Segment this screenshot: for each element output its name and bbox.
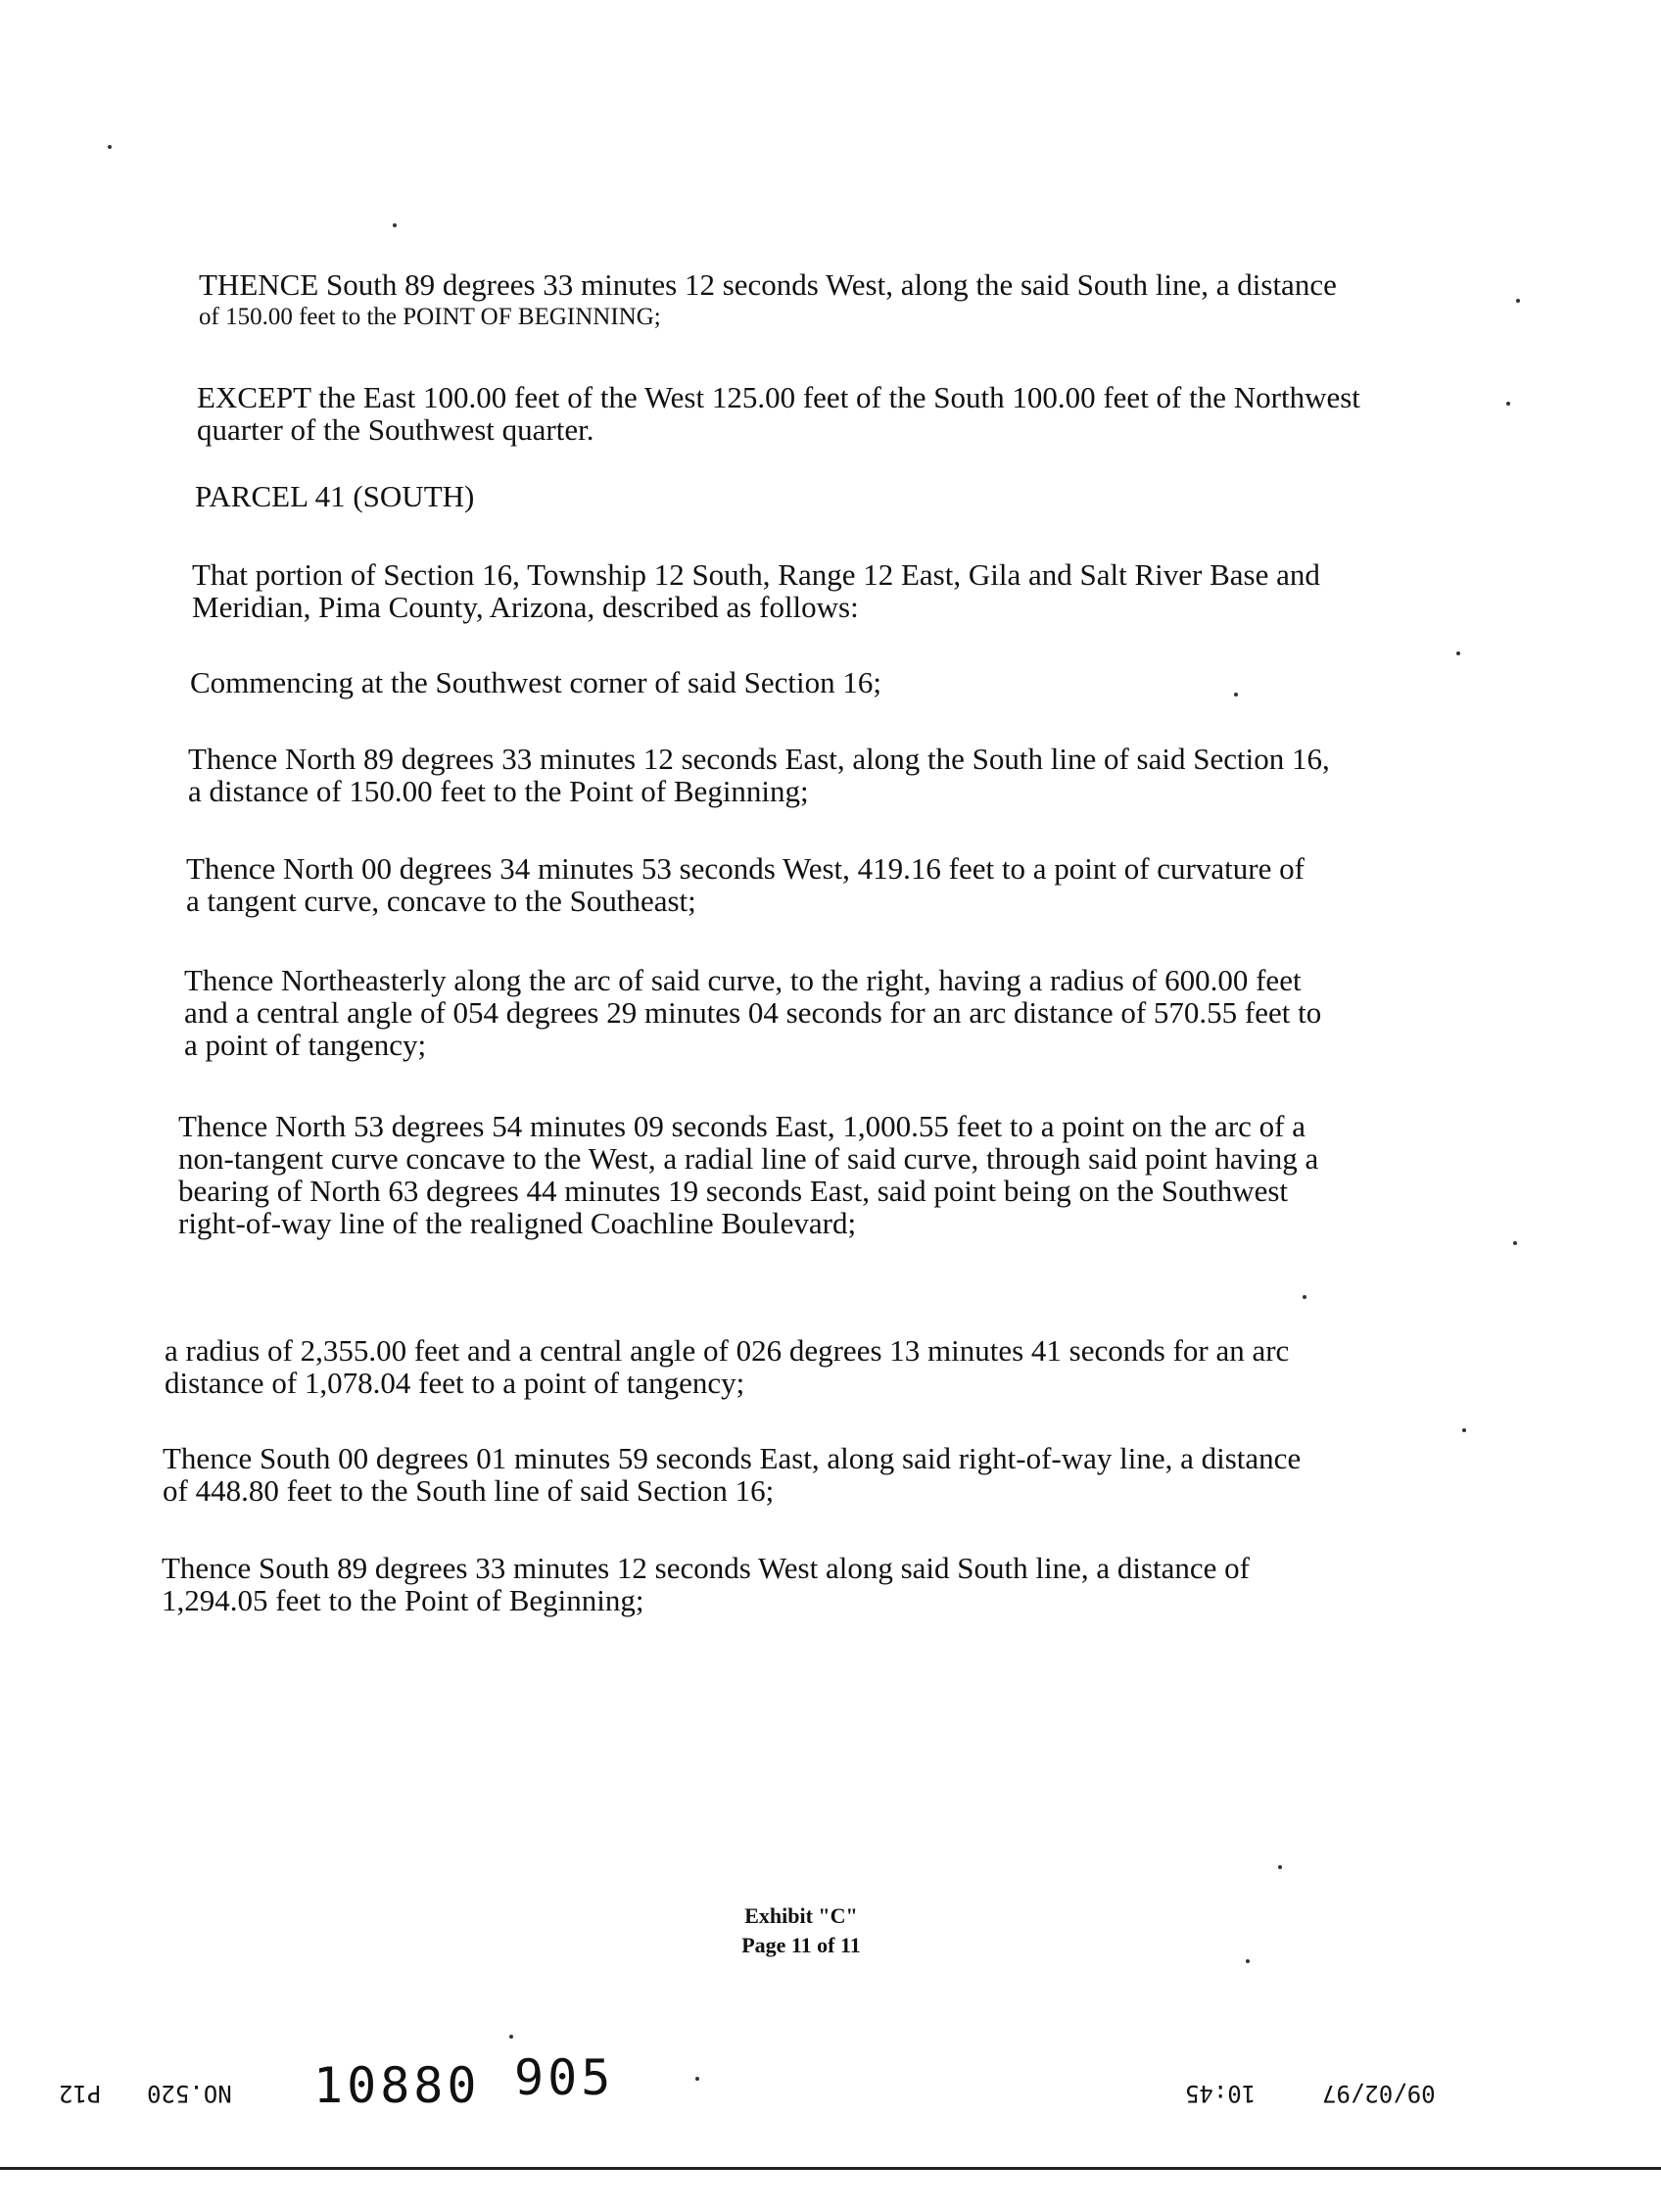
scan-speck: [1516, 299, 1520, 303]
exhibit-label: Exhibit "C": [744, 1903, 858, 1928]
scan-speck: [1278, 1865, 1282, 1869]
text-line: Meridian, Pima County, Arizona, described as follows:: [192, 590, 859, 624]
scan-speck: [1513, 1241, 1517, 1245]
paragraph-except: [197, 381, 1360, 446]
scan-speck: [108, 145, 112, 149]
paragraph-thence-north-53-east: [178, 1110, 1318, 1239]
text-line: THENCE South 89 degrees 33 minutes 12 seconds West, along the said South line, a distance: [199, 267, 1337, 302]
paragraph-that-portion: [192, 558, 1320, 623]
docket-page-number: 905: [514, 2049, 615, 2106]
paragraph-thence-north-00-west: [186, 852, 1305, 917]
text-line: bearing of North 63 degrees 44 minutes 19 seconds East, said point being on the Southwest: [178, 1174, 1289, 1208]
scan-speck: [1462, 1428, 1466, 1432]
text-line: Thence North 89 degrees 33 minutes 12 seconds East, along the South line of said Section 16,: [188, 742, 1330, 776]
parcel-heading: PARCEL 41 (SOUTH): [195, 479, 475, 513]
text-line: Thence South 89 degrees 33 minutes 12 seconds West along said South line, a distance of: [162, 1551, 1250, 1585]
docket-number: 10880: [313, 2057, 481, 2114]
page-number: Page 11 of 11: [741, 1933, 861, 1957]
text-line: a tangent curve, concave to the Southeast;: [186, 884, 696, 918]
text-line: right-of-way line of the realigned Coachline Boulevard;: [178, 1206, 857, 1240]
paragraph-thence-north-89-east: [188, 743, 1330, 807]
paragraph-commencing: [190, 666, 881, 698]
text-line: a radius of 2,355.00 feet and a central angle of 026 degrees 13 minutes 41 seconds for an arc: [165, 1333, 1290, 1368]
scan-speck: [1246, 1959, 1250, 1963]
text-line: distance of 1,078.04 feet to a point of tangency;: [165, 1366, 745, 1400]
scan-speck: [1303, 1295, 1306, 1299]
scan-speck: [1456, 651, 1460, 655]
text-line: Thence South 00 degrees 01 minutes 59 seconds East, along said right-of-way line, a distance: [163, 1441, 1302, 1475]
paragraph-thence-south-89-west: [199, 268, 1337, 333]
fax-number-stamp: NO.520: [147, 2080, 232, 2107]
text-line: That portion of Section 16, Township 12 South, Range 12 East, Gila and Salt River Base and: [192, 557, 1320, 592]
paragraph-radius: [165, 1334, 1289, 1399]
fax-date-stamp: 09/02/97: [1322, 2080, 1436, 2107]
scan-speck: [1234, 693, 1238, 697]
text-line: 1,294.05 feet to the Point of Beginning;: [162, 1583, 644, 1617]
text-line: of 150.00 feet to the POINT OF BEGINNING;: [199, 304, 661, 330]
scan-speck: [695, 2077, 699, 2081]
text-line: and a central angle of 054 degrees 29 minutes 04 seconds for an arc distance of 570.55 feet to: [184, 995, 1322, 1030]
paragraph-thence-northeasterly: [184, 964, 1321, 1061]
text-line: a distance of 150.00 feet to the Point of Beginning;: [188, 774, 809, 808]
text-line: quarter of the Southwest quarter.: [197, 412, 594, 447]
fax-page-stamp: P12: [59, 2080, 102, 2107]
text-line: a point of tangency;: [184, 1028, 427, 1062]
scan-speck: [509, 2035, 513, 2039]
scan-speck: [393, 223, 397, 227]
text-line: of 448.80 feet to the South line of said Section 16;: [163, 1473, 775, 1508]
text-line: Thence North 53 degrees 54 minutes 09 seconds East, 1,000.55 feet to a point on the arc of a: [178, 1109, 1305, 1143]
paragraph-thence-south-89-west-final: [162, 1552, 1250, 1616]
text-line: Thence North 00 degrees 34 minutes 53 seconds West, 419.16 feet to a point of curvature of: [186, 851, 1305, 886]
text-line: Thence Northeasterly along the arc of said curve, to the right, having a radius of 600.00 feet: [184, 963, 1302, 997]
text-line: Commencing at the Southwest corner of said Section 16;: [190, 665, 881, 699]
text-line: EXCEPT the East 100.00 feet of the West 125.00 feet of the South 100.00 feet of the Northwest: [197, 380, 1360, 414]
scan-speck: [1506, 402, 1510, 406]
paragraph-thence-south-00-east: [163, 1442, 1301, 1507]
fax-bottom-rule: [0, 2167, 1661, 2170]
text-line: non-tangent curve concave to the West, a radial line of said curve, through said point having a: [178, 1141, 1319, 1176]
fax-time-stamp: 10:45: [1185, 2080, 1257, 2107]
